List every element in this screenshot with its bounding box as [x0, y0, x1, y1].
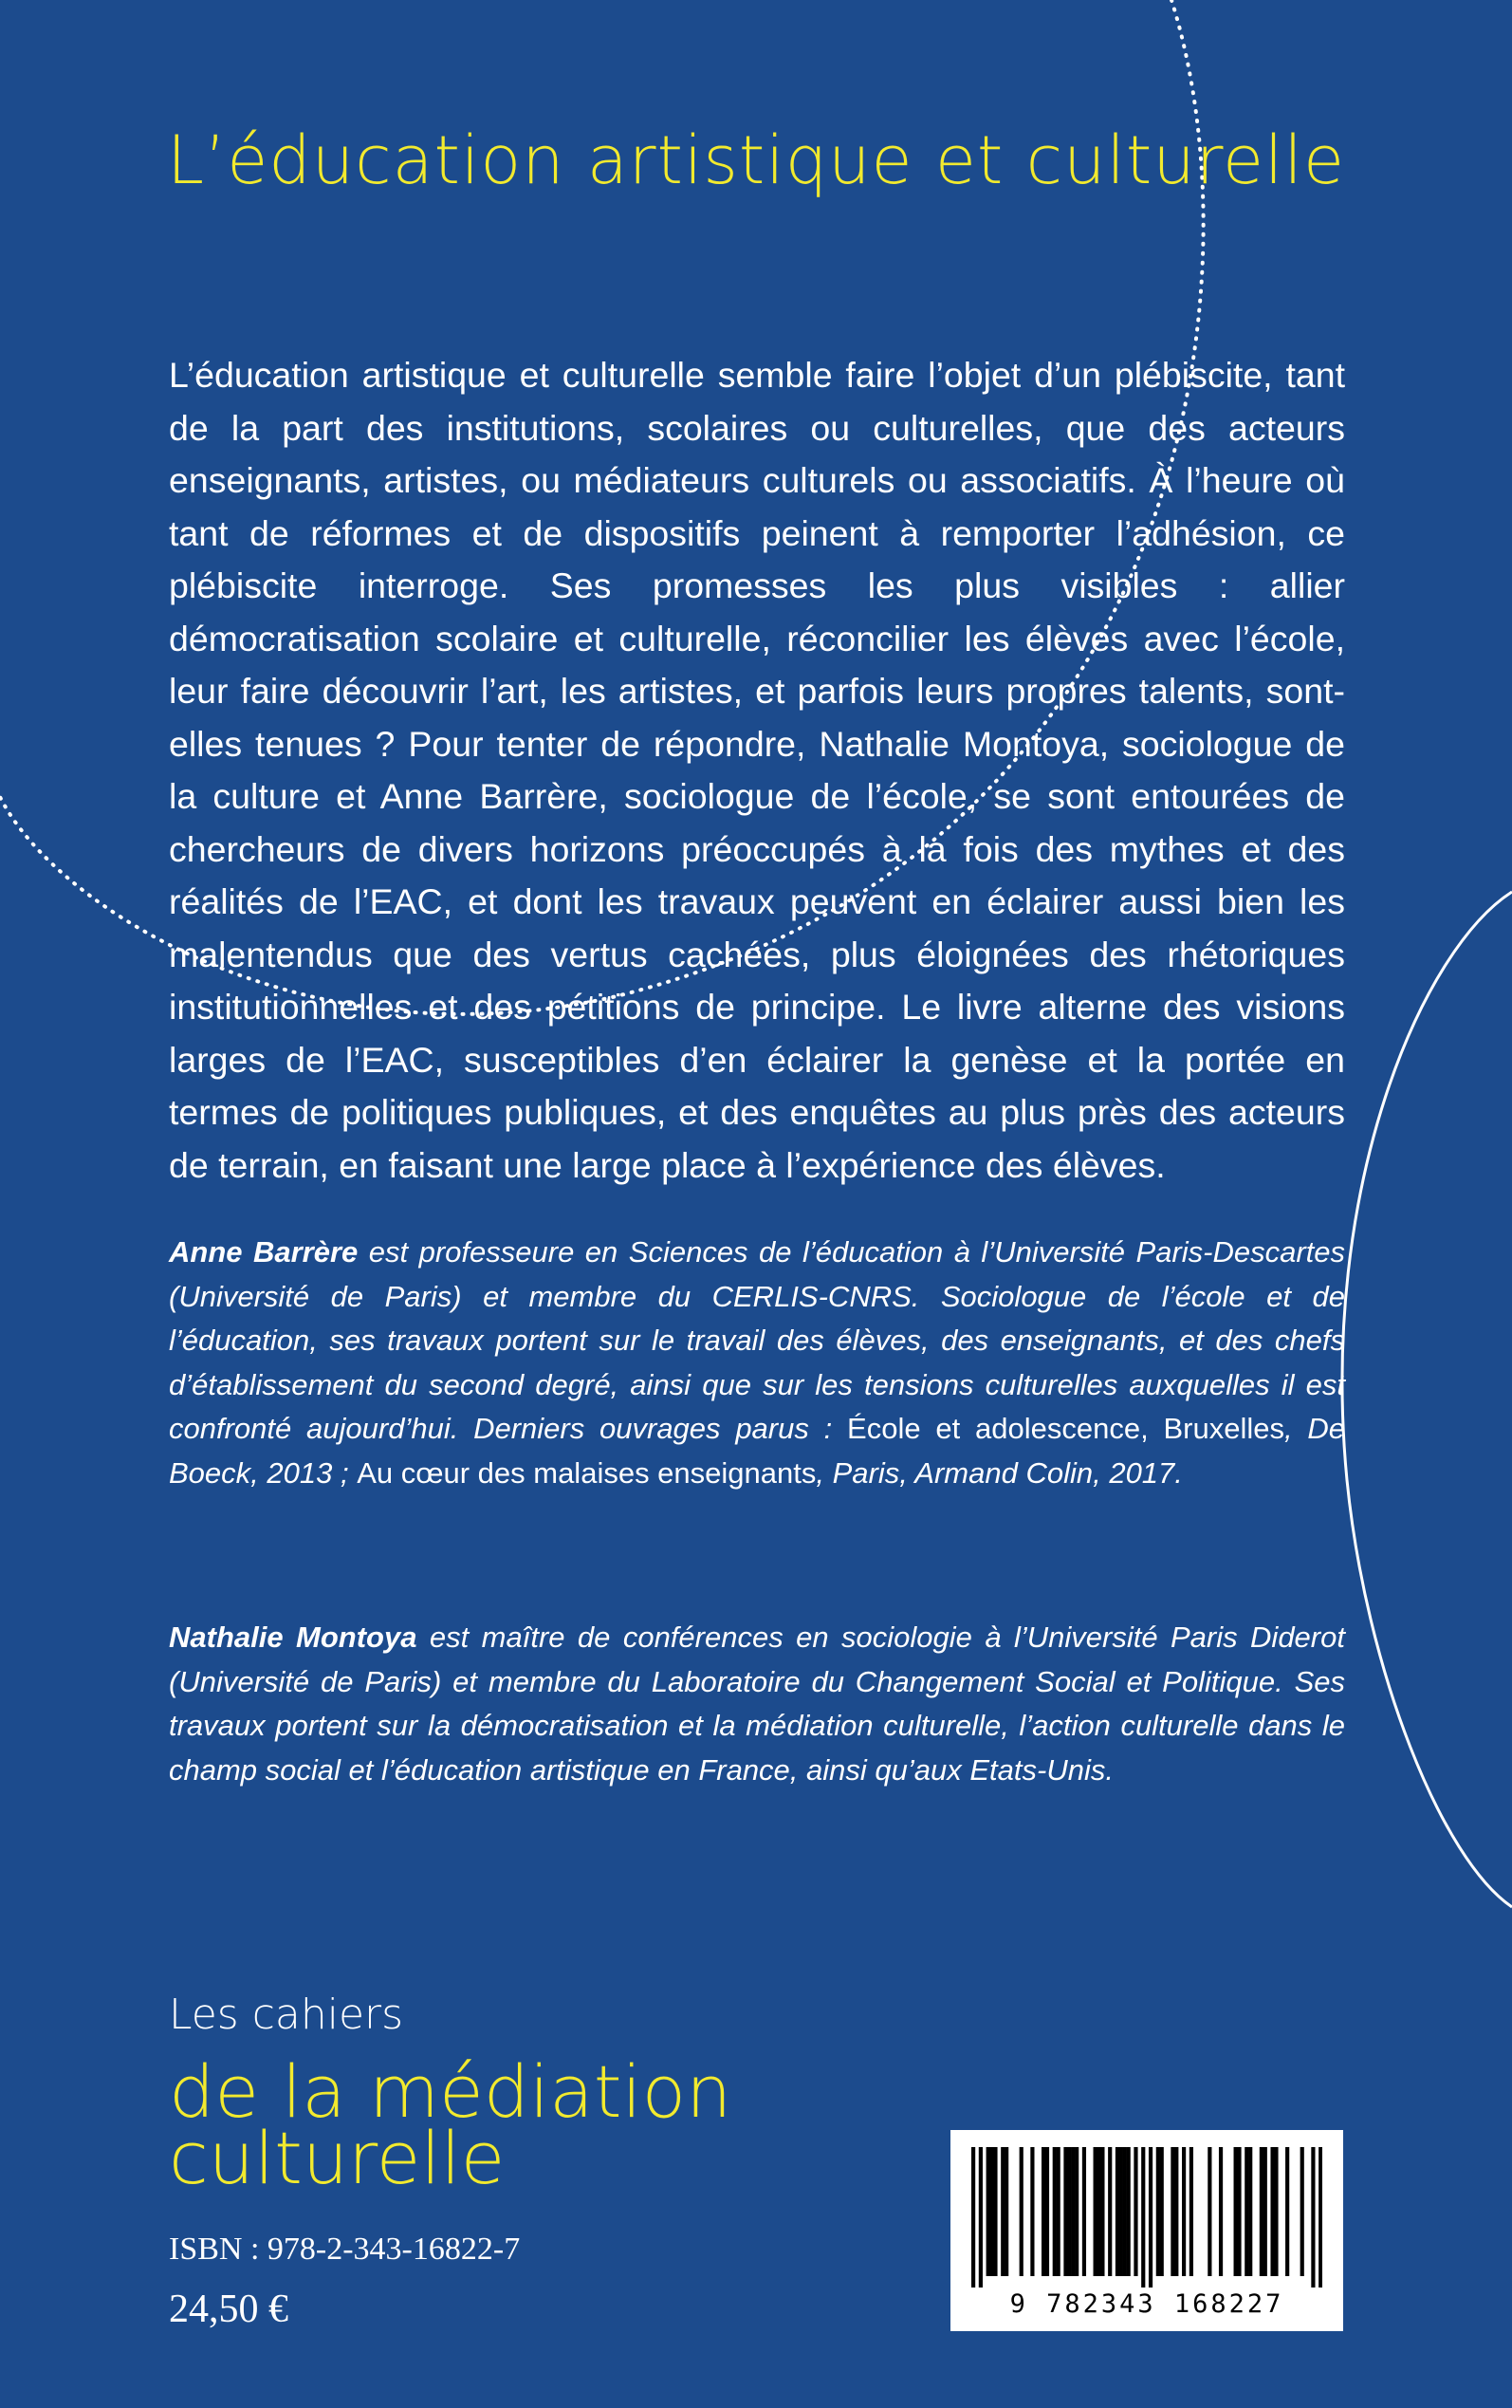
- barcode-bar: [1108, 2147, 1112, 2276]
- barcode-bar: [1311, 2147, 1315, 2288]
- book-publisher: , Paris, Armand Colin, 2017.: [816, 1455, 1183, 1490]
- barcode-bar: [1116, 2147, 1119, 2276]
- barcode-bar: [1141, 2147, 1145, 2288]
- barcode-bar: [1082, 2147, 1086, 2276]
- barcode-bar: [1270, 2147, 1274, 2276]
- barcode-bars: [971, 2147, 1322, 2288]
- bio-anne-barrere: [169, 1231, 1345, 1495]
- barcode-bar: [1042, 2147, 1045, 2276]
- bio-nathalie-montoya: [169, 1616, 1345, 1792]
- page-title: L’éducation artistique et culturelle: [166, 121, 1346, 199]
- isbn: ISBN : 978-2-343-16822-7: [169, 2232, 521, 2267]
- barcode-bar: [1005, 2147, 1008, 2276]
- barcode-bar: [1045, 2147, 1049, 2276]
- barcode-bar: [1274, 2147, 1278, 2276]
- barcode-bar: [1219, 2147, 1223, 2276]
- barcode-bar: [1119, 2147, 1123, 2276]
- barcode-bar: [1097, 2147, 1100, 2276]
- barcode-bar: [979, 2147, 983, 2288]
- barcode-bar: [1160, 2147, 1164, 2276]
- barcode-bar: [1208, 2147, 1211, 2276]
- barcode-bar: [1001, 2147, 1005, 2276]
- barcode-bar: [1075, 2147, 1079, 2276]
- barcode-bar: [1182, 2147, 1186, 2276]
- barcode-bar: [1245, 2147, 1248, 2276]
- price: 24,50 €: [169, 2288, 288, 2331]
- barcode-bar: [1263, 2147, 1267, 2276]
- barcode-digits: 9 782343 168227: [1009, 2289, 1284, 2319]
- barcode-bar: [1030, 2147, 1034, 2276]
- barcode-bar: [1248, 2147, 1252, 2276]
- series-title-line: culturelle: [169, 2116, 506, 2200]
- solid-arc: [1342, 892, 1512, 1907]
- barcode-bar: [971, 2147, 975, 2288]
- bio-text: est professeure en Sciences de l’éducation à l’Université Paris-Descartes (Université de Paris) et membre du CERLIS-CNRS. Sociologue de l’école et de l’éducation, ses travaux portent sur le travail des élèves, des enseignants, et des chefs d’établissement du second degré, ainsi que sur les tensions culturelles auxquelles il est confronté aujourd’hui. Derniers ouvrages parus :: [169, 1235, 1346, 1445]
- series-title: [169, 2049, 833, 2200]
- barcode-bar: [1189, 2147, 1193, 2276]
- barcode-bar: [1127, 2147, 1131, 2276]
- series-title-line: de la médiation: [169, 2049, 732, 2134]
- barcode-bar: [1285, 2147, 1289, 2276]
- barcode-bar: [1149, 2147, 1152, 2288]
- barcode-bar: [1123, 2147, 1127, 2276]
- bio-text: est maître de conférences en sociologie à l’Université Paris Diderot (Université de Paris) et membre du Laboratoire du Changement Social et Politique. Ses travaux portent sur la démocratisation et la médiation culturelle, l’action culturelle dans le champ social et l’éducation artistique en France, ainsi qu’aux Etats-Unis.: [169, 1621, 1345, 1787]
- barcode-bar: [1318, 2147, 1322, 2288]
- barcode-bar: [1020, 2147, 1023, 2276]
- book-publisher: , De Boeck, 2013 ;: [169, 1412, 1345, 1490]
- barcode-bar: [1071, 2147, 1075, 2276]
- barcode-bar: [1174, 2147, 1178, 2276]
- barcode: [950, 2130, 1343, 2331]
- series-label: Les cahiers: [169, 1991, 404, 2039]
- summary-text: L’éducation artistique et culturelle semble faire l’objet d’un plébiscite, tant de la part des institutions, scolaires ou culturelles, que des acteurs enseignants, artistes, ou médiateurs culturels ou associatifs. À l’heure où tant de réformes et de dispositifs peinent à remporter l’adhésion, ce plébiscite interroge. Ses promesses les plus visibles : allier démocratisation scolaire et culturelle, réconcilier les élèves avec l’école, leur faire découvrir l’art, les artistes, et parfois leurs propres talents, sont-elles tenues ? Pour tenter de répondre, Nathalie Montoya, sociologue de la culture et Anne Barrère, sociologue de l’école, se sont entourées de chercheurs de divers horizons préoccupés à la fois des mythes et des réalités de l’EAC, et dont les travaux peuvent en éclairer aussi bien les malentendus que des vertus cachées, plus éloignées des rhétoriques institutionnelles et des pétitions de principe. Le livre alterne des visions larges de l’EAC, susceptibles d’en éclairer la genèse et la portée en termes de politiques publiques, et des enquêtes au plus près des acteurs de terrain, en faisant une large place à l’expérience des élèves.: [169, 355, 1345, 1185]
- barcode-bar: [1237, 2147, 1241, 2276]
- barcode-bar: [1094, 2147, 1097, 2276]
- book-title: École et adolescence: [847, 1412, 1141, 1445]
- barcode-bar: [1156, 2147, 1160, 2276]
- author-name: Nathalie Montoya: [169, 1621, 417, 1654]
- barcode-bar: [1067, 2147, 1071, 2276]
- barcode-bar: [1260, 2147, 1263, 2276]
- barcode-bar: [1100, 2147, 1104, 2276]
- barcode-bar: [989, 2147, 993, 2276]
- author-name: Anne Barrère: [169, 1235, 359, 1269]
- barcode-bar: [1057, 2147, 1060, 2276]
- barcode-bar: [986, 2147, 990, 2276]
- barcode-bar: [1234, 2147, 1238, 2276]
- barcode-bar: [1134, 2147, 1137, 2276]
- barcode-bar: [1053, 2147, 1057, 2276]
- book-city: , Bruxelles: [1140, 1412, 1284, 1445]
- barcode-bar: [1063, 2147, 1067, 2276]
- barcode-bar: [1300, 2147, 1304, 2276]
- book-title: Au cœur des malaises enseignants: [357, 1455, 817, 1490]
- barcode-bar: [993, 2147, 997, 2276]
- barcode-bar: [1171, 2147, 1174, 2276]
